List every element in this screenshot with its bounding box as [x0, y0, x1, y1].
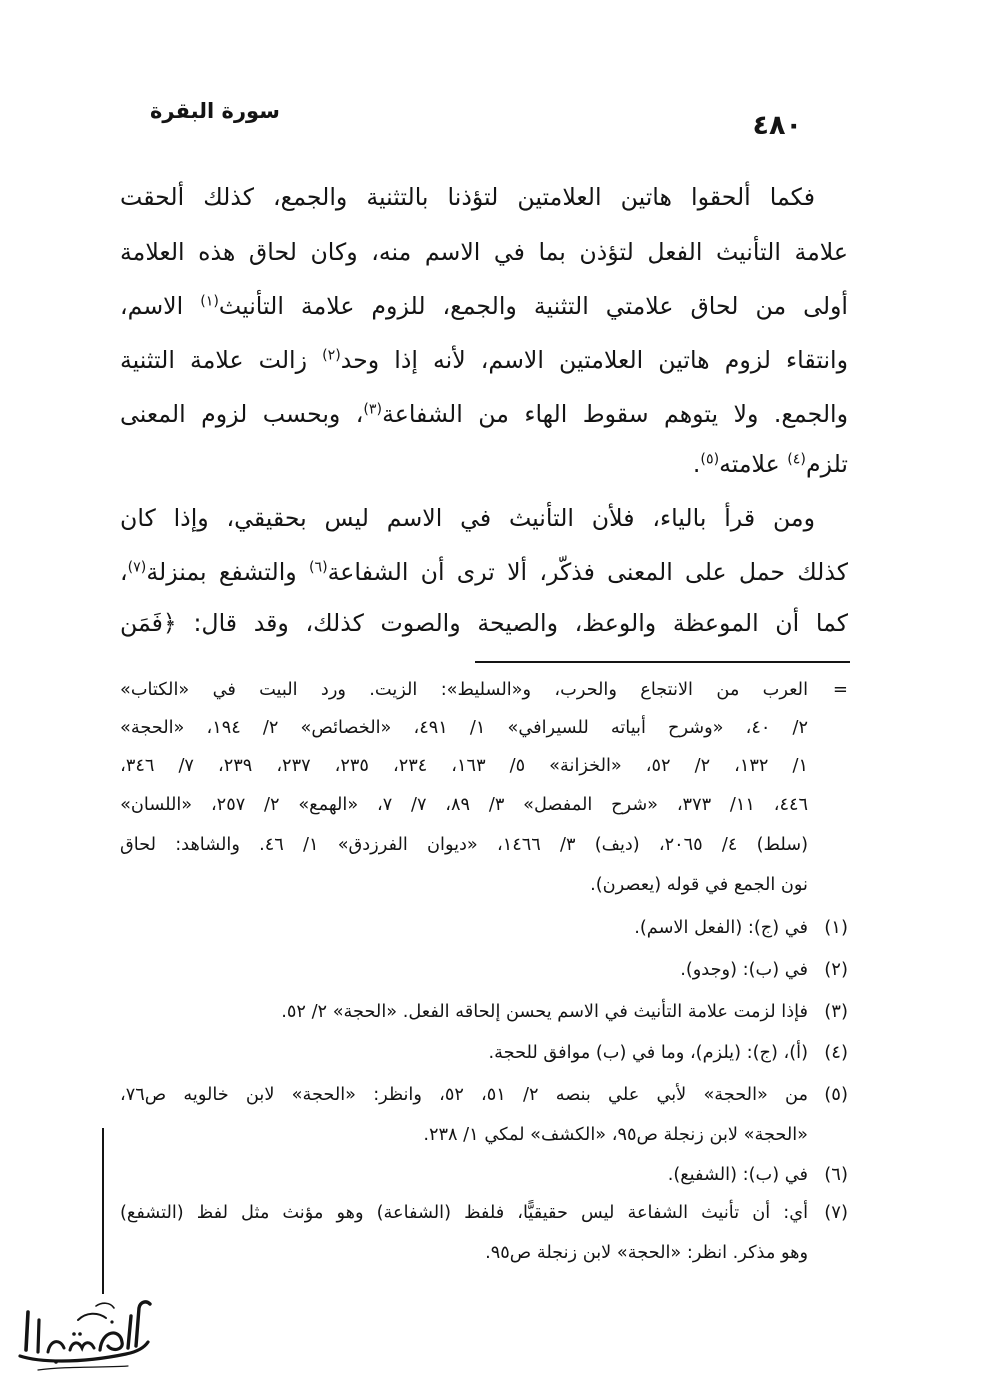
footnote-text: العرب من الانتجاع والحرب، و«السليط»: الزيت. ورد البيت في «الكتاب»: [120, 680, 808, 700]
text-segment: ،: [120, 558, 128, 586]
logo-stroke: [26, 1312, 28, 1350]
footnote-number: (٦): [824, 1164, 848, 1185]
logo-stroke: [70, 1343, 94, 1350]
main-text-span: فكما ألحقوا هاتين العلامتين لتؤذنا بالتثنية والجمع، كذلك ألحقت: [120, 183, 815, 211]
footnote-line: [120, 710, 808, 746]
footnote-text: (سلط) ٤/ ٢٠٦٥، (ديف) ٣/ ١٤٦٦، «ديوان الفرزدق» ١/ ٤٦. والشاهد: لحاق: [120, 835, 808, 855]
logo-stroke: [38, 1320, 39, 1352]
footnote-reference: (١): [200, 293, 219, 310]
footnote-line: [120, 1157, 808, 1193]
main-text-line: [120, 550, 848, 594]
footnote-number: (٢): [824, 959, 848, 980]
main-text-line: [120, 338, 848, 382]
footnote-text: «الحجة» لابن زنجلة ص٩٥، «الكشف» لمكي ١/ ٢٣٨.: [423, 1125, 808, 1145]
footnote-number: (٥): [824, 1084, 848, 1105]
footnote-line: [120, 827, 808, 863]
footnote-line: [120, 952, 808, 988]
footnote-reference: (٧): [127, 559, 147, 576]
footnote-continuation-mark: =: [832, 679, 848, 700]
footnote-number: (١): [824, 917, 848, 938]
footnote-number: (٧): [824, 1202, 848, 1223]
footnote-line: [120, 1195, 808, 1231]
logo-dot: [110, 1320, 113, 1323]
footnote-text: ١/ ١٣٢، ٢/ ٥٢، «الخزانة» ٥/ ١٦٣، ٢٣٤، ٢٣٥، ٢٣٧، ٢٣٩، ٧/ ٣٤٦،: [120, 756, 808, 776]
margin-rule: [102, 1128, 104, 1294]
footnote-text: وهو مذكر. انظر: «الحجة» لابن زنجلة ص٩٥.: [485, 1243, 808, 1263]
footnote-line: [120, 1235, 808, 1271]
footnote-text: نون الجمع في قوله (يعصرن).: [590, 875, 808, 895]
logo-strokes: [20, 1302, 150, 1370]
footnote-text: فإذا لزمت علامة التأنيث في الاسم يحسن إلحاقه الفعل. «الحجة» ٢/ ٥٢.: [281, 1002, 808, 1022]
main-text-line: [120, 392, 848, 436]
footnote-number: (٤): [824, 1042, 848, 1063]
footnote-line: [120, 910, 808, 946]
running-header-title: سورة البقرة: [150, 99, 280, 123]
text-segment: زالت علامة التثنية: [120, 346, 323, 374]
footnote-line: [120, 787, 808, 823]
watermark-logo: [8, 1290, 158, 1374]
text-segment: والجمع. ولا يتوهم سقوط الهاء من الشفاعة: [382, 400, 848, 428]
main-text-span: [120, 284, 848, 328]
footnote-line: [120, 748, 808, 784]
page-number: ٤٨٠: [752, 110, 802, 141]
logo-stroke: [78, 1314, 106, 1320]
footnote-line: [120, 1117, 808, 1153]
text-segment: علامته: [719, 450, 788, 478]
footnote-separator: [475, 661, 850, 663]
text-segment: وانتقاء لزوم هاتين العلامتين الاسم، لأنه إذا وحد: [340, 346, 848, 374]
text-segment: كذلك حمل على المعنى فذكّر، ألا ترى أن الشفاعة: [327, 558, 848, 586]
footnote-line: [120, 1077, 808, 1113]
logo-dot: [72, 1332, 76, 1336]
main-text-span: [120, 550, 848, 594]
footnote-text: في (ج): (الفعل الاسم).: [634, 918, 808, 938]
main-text-span: كما أن الموعظة والوعظ، والصيحة والصوت كذلك، وقد قال: ﴿فَمَن: [120, 609, 848, 637]
footnote-line: [120, 672, 808, 708]
main-text-span: [120, 392, 848, 436]
footnote-reference: (٥): [700, 451, 720, 468]
footnote-reference: (٤): [787, 451, 806, 468]
footnote-text: أي: أن تأنيث الشفاعة ليس حقيقيًّا، فلفظ (الشفاعة) وهو مؤنث مثل لفظ (التشفع): [120, 1203, 808, 1223]
main-text-span: ومن قرأ بالياء، فلأن التأنيث في الاسم ليس بحقيقي، وإذا كان: [120, 504, 815, 532]
footnote-text: ٤٤٦، ١١/ ٣٧٣، «شرح المفصل» ٣/ ٨٩، ٧/ ٧، «الهمع» ٢/ ٢٥٧، «اللسان»: [120, 795, 808, 815]
footnote-number: (٣): [824, 1001, 848, 1022]
footnote-text: من «الحجة» لأبي علي بنصه ٢/ ٥١، ٥٢، وانظر: «الحجة» لابن خالويه ص٧٦،: [120, 1085, 808, 1105]
footnote-text: ٢/ ٤٠، «وشرح أبياته للسيرافي» ١/ ٤٩١، «الخصائص» ٢/ ١٩٤، «الحجة»: [120, 718, 808, 738]
text-segment: ، وبحسب لزوم المعنى: [120, 400, 364, 428]
logo-stroke: [96, 1303, 114, 1308]
footnote-reference: (٢): [322, 347, 341, 364]
text-segment: والتشفع بمنزلة: [146, 558, 309, 586]
logo-stroke: [136, 1302, 150, 1346]
footnote-text: في (ب): (الشفيع).: [667, 1165, 808, 1185]
main-text-line: [120, 175, 815, 219]
logo-dot: [54, 1360, 58, 1364]
main-text-line: [120, 601, 848, 645]
text-segment: تلزم: [805, 450, 848, 478]
logo-stroke: [100, 1333, 122, 1350]
main-text-line: [120, 230, 848, 274]
main-text-span: علامة التأنيث الفعل لتؤذن بما في الاسم منه، وكان لحاق هذه العلامة: [120, 238, 848, 266]
text-segment: أولى من لحاق علامتي التثنية والجمع، للزوم علامة التأنيث: [218, 292, 848, 320]
footnote-text: (أ)، (ج): (يلزم)، وما في (ب) موافق للحجة.: [488, 1043, 808, 1063]
footnote-line: [120, 867, 808, 903]
footnote-reference: (٦): [308, 559, 328, 576]
text-segment: .: [692, 450, 701, 478]
footnote-line: [120, 994, 808, 1030]
logo-stroke: [48, 1342, 64, 1352]
main-text-line: [120, 496, 815, 540]
footnote-text: في (ب): (وجدو).: [680, 960, 808, 980]
footnote-reference: (٣): [363, 401, 383, 418]
main-text-span: [120, 338, 848, 382]
logo-dot: [78, 1332, 82, 1336]
logo-stroke: [128, 1316, 131, 1348]
main-text-line: [120, 442, 848, 486]
text-segment: الاسم،: [120, 292, 201, 320]
main-text-span: [693, 442, 848, 486]
main-text-line: [120, 284, 848, 328]
footnote-line: [120, 1035, 808, 1071]
logo-stroke: [38, 1366, 128, 1370]
